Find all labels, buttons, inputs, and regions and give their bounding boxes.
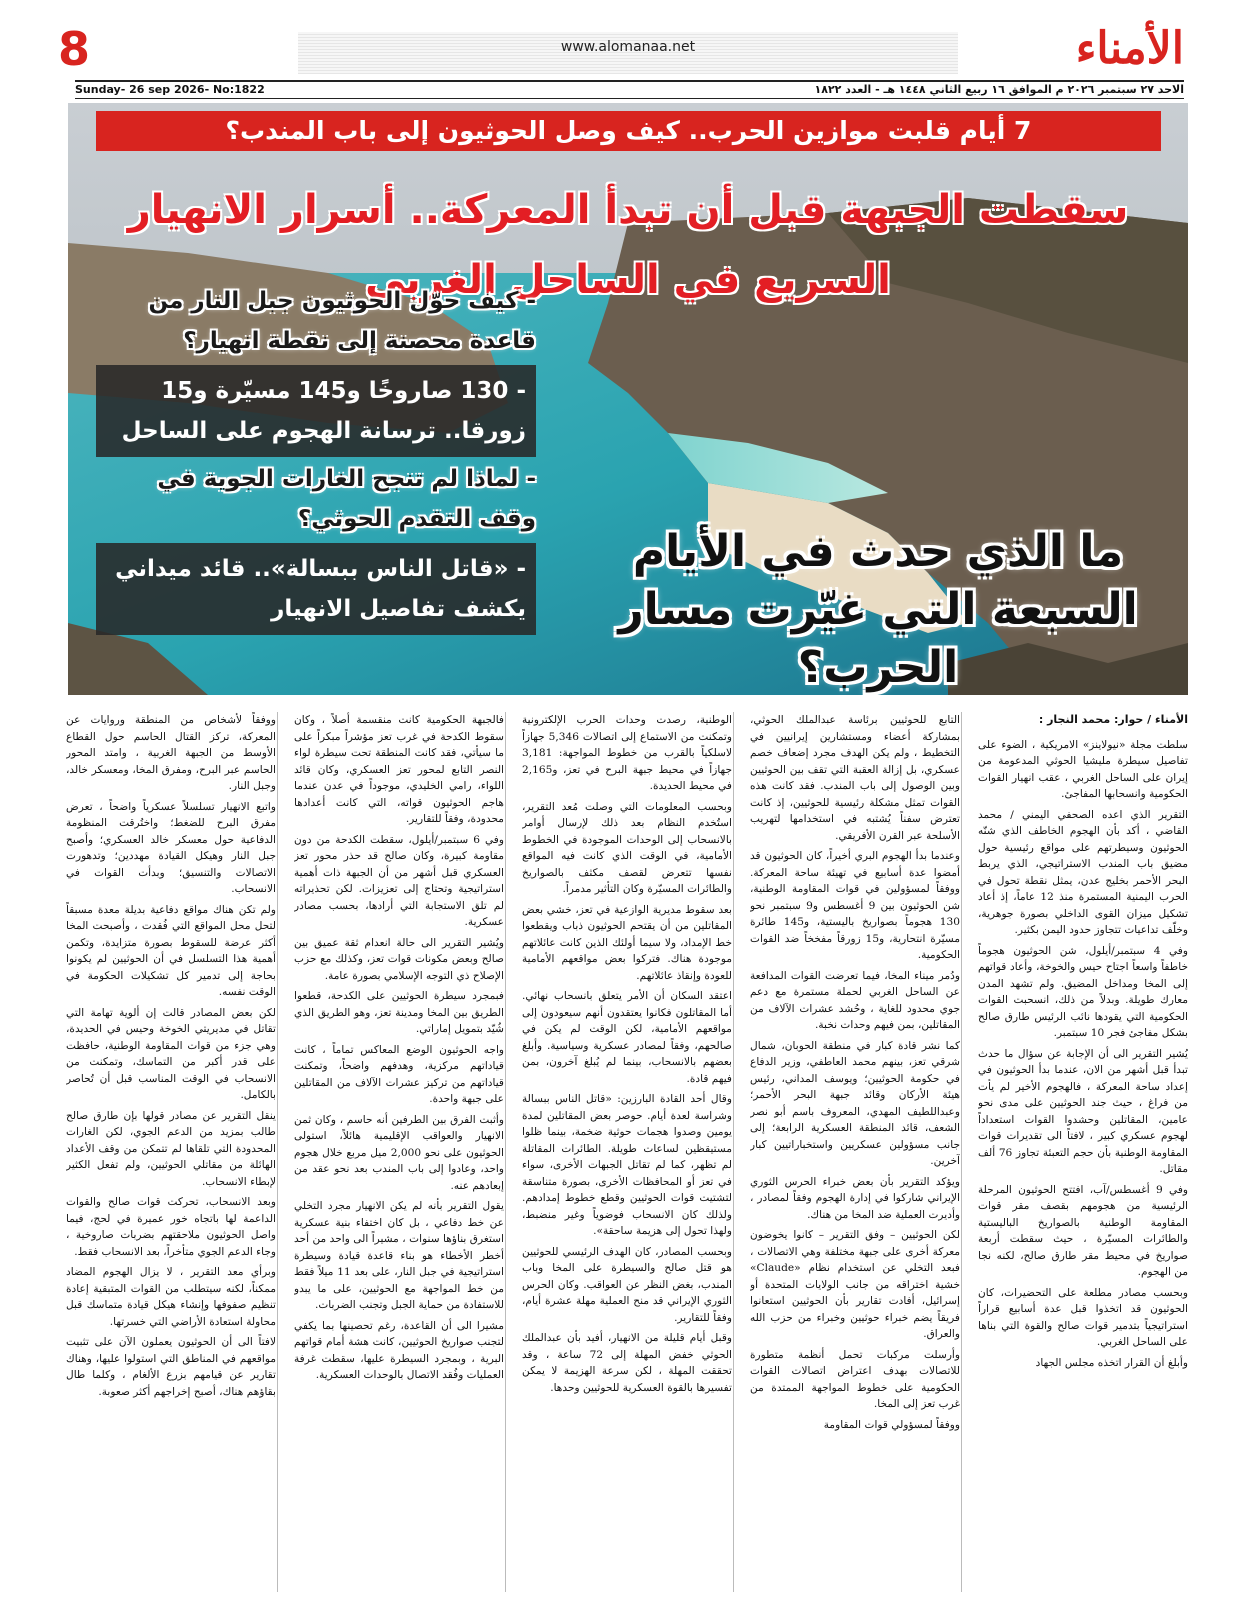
article-paragraph: لكن الحوثيين – وفق التقرير – كانوا يخوضون معركة أخرى على جبهة مختلفة وهي الاتصالات ، فبعد التخلي عن استخدام نظام «Claude» خشية اختراقه من جانب الولايات المتحدة أو إسرائيل، أفادت تقارير بأن الحوثيين استعانوا فريقاً يضم خبراء حوثيين وخبراء من حزب الله والعراق. (750, 1229, 960, 1340)
article-paragraph: بعد سقوط مديرية الوازعية في تعز، خشي بعض المقاتلين من أن يقتحم الحوثيون ذباب ويقطعوا خط الإمداد، ولا سيما أولئك الذين كانت عائلاتهم موجودة هناك. فتركوا بعض مواقعهم الأمامية للعودة وإنقاذ عائلاتهم. (522, 903, 732, 982)
newspaper-logo: الأمناء (1075, 23, 1184, 74)
site-url[interactable]: www.alomanaa.net (298, 32, 958, 74)
side-item-2: - 130 صاروخًا و145 مسيّرة و15 زورقا.. ترسانة الهجوم على الساحل (96, 365, 536, 457)
article-paragraph: ووفقاً لأشخاص من المنطقة وروايات عن المعركة، تركز القتال الحاسم حول القطاع الأوسط من الجبهة الغربية ، وامتد المحور الحاسم عبر البرح، ومفرق المخا، ومعسكر خالد، وجبل النار. (66, 714, 276, 792)
article-paragraph: ووفقاً لمسؤولي قوات المقاومة (823, 1418, 960, 1431)
article-paragraph: يقول التقرير بأنه لم يكن الانهيار مجرد التخلي عن خط دفاعي ، بل كان اختفاء بنية عسكرية استغرق بناؤها سنوات ، مشيراً الى واحد من أحد أخطر الأخطاء هو بناء قاعدة قيادة وسيطرة استراتيجية في جبل النار، على بعد 11 ميلاً فقط من خط المواجهة مع الحوثيين، على ما يبدو للاستفادة من حماية الجبل وتجنب الضربات. (294, 1200, 504, 1311)
dateline (75, 80, 1184, 99)
top-banner: 7 أيام قلبت موازين الحرب.. كيف وصل الحوثيون إلى باب المندب؟ (96, 111, 1161, 151)
article-paragraph: لكن بعض المصادر قالت إن ألوية تهامة التي تقاتل في مديريتي الخوخة وحيس في الحديدة، وهي جزء من قوات المقاومة الوطنية، حافظت على قدر أكبر من التماسك، وتمكنت من الانسحاب في الوقت المناسب قبل أن تُحاصر بالكامل. (66, 1006, 276, 1101)
article-paragraph: وأرسلت مركبات تحمل أنظمة متطورة للاتصالات بهدف اعتراض اتصالات القوات الحكومية على خطوط المواجهة الممتدة من غرب تعز إلى المخا. (750, 1348, 960, 1410)
hero-section (68, 103, 1188, 695)
article-paragraph: ودُمر ميناء المخا، فيما تعرضت القوات المدافعة عن الساحل الغربي لحملة مستمرة مع دعم جوي محدود للغاية ، وحُشد عشرات الآلاف من المقاتلين، بمن فيهم وحدات نخبة. (750, 969, 960, 1031)
article-body (68, 712, 1188, 1592)
article-paragraph: وفي 9 أغسطس/آب، افتتح الحوثيون المرحلة الرئيسية من هجومهم بقصف مقر قوات المقاومة الوطنية بالصواريخ الباليستية والطائرات المسيّرة ، حيث سقطت أربعة صواريخ في محيط مقر طارق صالح، لكنه نجا من الهجوم. (978, 1183, 1188, 1278)
column-divider (505, 712, 506, 1592)
side-item-1: - كيف حوّل الحوثيون جبل النار من قاعدة محصنة إلى نقطة انهيار؟ (148, 288, 536, 354)
article-column-2 (750, 712, 960, 1592)
masthead (58, 22, 1184, 80)
article-paragraph: ويؤكد التقرير بأن بعض خبراء الحرس الثوري الإيراني شاركوا في إدارة الهجوم وفقاً لمصادر ، وأديرت العملية ضد المخا من هناك. (750, 1175, 960, 1221)
article-paragraph: واتبع الانهيار تسلسلاً عسكرياً واضحاً ، تعرض مفرق البرح للضغط؛ واختُرقت المنظومة الدفاعية حول معسكر خالد العسكري؛ وأصبح جبل النار وهيكل القيادة مهددين؛ وتدهورت الاتصالات والتنسيق؛ وبدأت القوات في الانسحاب. (66, 800, 276, 895)
article-paragraph: مشيرا الى أن القاعدة، رغم تحصينها بما يكفي لتجنب صواريخ الحوثيين، كانت هشة أمام قواتهم البرية ، وبمجرد السيطرة عليها، سقطت غرفة العمليات وفُقد الاتصال بالوحدات العسكرية. (294, 1319, 504, 1381)
side-item-4: - «قاتل الناس ببسالة».. قائد ميداني يكشف تفاصيل الانهيار (96, 543, 536, 635)
side-item-3: - لماذا لم تنجح الغارات الجوية في وقف التقدم الحوثي؟ (157, 466, 536, 532)
article-paragraph: التابع للحوثيين برئاسة عبدالملك الحوثي، بمشاركة أعضاء ومستشارين إيرانيين في التخطيط ، ولم يكن الهدف مجرد إضعاف خصم عسكري، بل إزالة العقبة التي تقف بين الحوثيين وبين الوصول إلى باب المندب. فقد كانت هذه القوات تمثل مشكلة رئيسية للحوثيين، إذ كانت تعترض سفناً يُشتبه في استخدامها لتهريب الأسلحة عبر القرن الأفريقي. (750, 714, 960, 842)
article-paragraph: وأثبت الفرق بين الطرفين أنه حاسم ، وكان ثمن الانهيار والعواقب الإقليمية هائلاً، استولى الحوثيون على نحو 2,000 ميل مربع خلال هجوم واحد، وعادوا إلى باب المندب بعد نحو عقد من إبعادهم عنه. (294, 1113, 504, 1192)
article-paragraph: اعتقد السكان أن الأمر يتعلق بانسحاب نهائي. أما المقاتلون فكانوا يعتقدون أنهم سيعودون إلى مواقعهم الأمامية، لكن الوقت لم يكن في صالحهم، وفقاً لمصادر عسكرية وسياسية. وأبلغ بعضهم بالانسحاب، بينما لم يُبلغ آخرون، بمن فيهم قادة. (522, 990, 732, 1085)
article-paragraph: ولم تكن هناك مواقع دفاعية بديلة معدة مسبقاً لتحل محل المواقع التي فُقدت ، وأصبحت المخا أكثر عرضة للسقوط بصورة متزايدة، وتكمن أهمية هذا التسلسل في أن الحوثيين لم يكونوا بحاجة إلى تدمير كل تشكيلات الحكومة في الوقت نفسه. (66, 903, 276, 998)
article-paragraph: وفي 4 سبتمبر/أيلول، شن الحوثيون هجوماً خاطفاً واسعاً اجتاح حيس والخوخة، وأعاد قواتهم إلى المخا ومداخل المضيق. ولم تشهد المدن معارك طويلة. وبدلاً من ذلك، انسحبت القوات الحكومية التي يقودها نائب الرئيس طارق صالح بشكل مفاجئ فجر 10 سبتمبر. (978, 944, 1188, 1039)
article-paragraph: وأبلغ أن القرار اتخذه مجلس الجهاد (1035, 1356, 1188, 1369)
article-paragraph: وبحسب مصادر مطلعة على التحضيرات، كان الحوثيون قد اتخذوا قبل عدة أسابيع قراراً استراتيجياً بتدمير قوات صالح والقوة التي بناها على الساحل الغربي. (978, 1286, 1188, 1348)
article-paragraph: وفي 6 سبتمبر/أيلول، سقطت الكدحة من دون مقاومة كبيرة، وكان صالح قد حذر محور تعز العسكري قبل أشهر من أن الجبهة ذات أهمية استراتيجية وتحتاج إلى تعزيزات. لكن تحذيراته لم تلق الاستجابة التي أرادها، بحسب مصادر عسكرية. (294, 833, 504, 928)
article-paragraph: فالجبهة الحكومية كانت منقسمة أصلاً ، وكان سقوط الكدحة في غرب تعز مؤشراً مبكراً على ما سيأتي، فقد كانت المنطقة تحت سيطرة لواء النصر التابع لمحور تعز العسكري، وكان قائد اللواء، رامي الخليدي، موجوداً في عدن عندما هاجم الحوثيون قواته، التي كانت أعدادها محدودة، وفقاً للتقارير. (294, 714, 504, 825)
hero-question: ما الذي حدث في الأيام السبعة التي غيّرت مسار الحرب؟ (618, 526, 1138, 693)
article-paragraph: وقبل أيام قليلة من الانهيار، أفيد بأن عبدالملك الحوثي خفض المهلة إلى 72 ساعة ، وقد تحققت المهلة ، لكن سرعة الهزيمة لا يمكن تفسيرها بالقوة العسكرية للحوثيين وحدها. (522, 1332, 732, 1394)
article-paragraph: وقال أحد القادة البارزين: «قاتل الناس ببسالة وشراسة لعدة أيام. حوصر بعض المقاتلين لمدة يومين وصدوا هجمات حوثية ضخمة، بينما ظلوا مستيقظين لساعات طويلة. الطائرات المقاتلة لم تظهر، كما لم تقاتل الجبهات الأخرى، سواء في تعز أو المحافظات الأخرى، بصورة متناسقة لتشتيت قوات الحوثيين وقطع خطوط إمدادهم. ولذلك كان الانسحاب فوضوياً وغير منضبط، ولهذا تحول إلى هزيمة ساحقة». (522, 1093, 732, 1237)
article-paragraph: ينقل التقرير عن مصادر قولها بإن طارق صالح طالب بمزيد من الدعم الجوي، لكن الغارات المحدودة التي تلقاها لم تتمكن من وقف الأعداد الهائلة من مقاتلي الحوثيين، ولم تفعل الكثير لإبطاء الانسحاب. (66, 1109, 276, 1188)
article-paragraph: كما نشر قادة كبار في منطقة الحوبان، شمال شرقي تعز، بينهم محمد العاطفي، وزير الدفاع في حكومة الحوثيين؛ ويوسف المداني، رئيس هيئة الأركان وقائد جبهة البحر الأحمر؛ وعبداللطيف المهدي، المعروف باسم أبو نصر الشعف، قائد المنطقة العسكرية الرابعة؛ إلى جانب مسؤولين عسكريين واستخباراتيين كبار آخرين. (750, 1039, 960, 1167)
article-paragraph: الوطنية، رصدت وحدات الحرب الإلكترونية وتمكنت من الاستماع إلى اتصالات 5,346 جهازاً لاسلكياً بالقرب من خطوط المواجهة: 3,181 جهازاً في محيط جبهة البرح في تعز، و2,165 في محيط الحديدة. (522, 714, 732, 792)
article-column-5 (66, 712, 276, 1592)
article-paragraph: ويُشير التقرير الى حالة انعدام ثقة عميق بين صالح وبعض مكونات قوات تعز، وكذلك مع حزب الإصلاح ذي التوجه الإسلامي بصورة عامة. (294, 936, 504, 982)
article-column-1 (978, 712, 1188, 1592)
article-column-3 (522, 712, 732, 1592)
article-paragraph: فبمجرد سيطرة الحوثيين على الكدحة، قطعوا الطريق بين المخا ومدينة تعز، وهو الطريق الذي شُيّد بتمويل إماراتي. (294, 990, 504, 1035)
column-divider (733, 712, 734, 1592)
article-paragraph: لافتاً الى أن الحوثيون يعملون الآن على تثبيت مواقعهم في المناطق التي استولوا عليها، وهناك تقارير عن قيامهم بزرع الألغام ، وكلما طال بقاؤهم هناك، أصبح إخراجهم أكثر صعوبة. (66, 1336, 276, 1398)
article-paragraph: يُشير التقرير الى أن الإجابة عن سؤال ما حدث تبدأ قبل أشهر من الان، عندما بدأ الحوثيون في إعداد ساحة المعركة ، فالهجوم الأخير لم يأت من فراغ ، حيث جند الحوثيين على مدى نحو عامين، المقاتلين وحشدوا القوات استعداداً لهجوم عسكري كبير ، لافتاً الى تقديرات قوات المقاومة الوطنية بأن حجم التعبئة تجاوز 76 ألف مقاتل. (978, 1047, 1188, 1175)
date-english: Sunday- 26 sep 2026- No:1822 (75, 83, 265, 96)
page-number: 8 (58, 22, 91, 76)
article-paragraph: وبعد الانسحاب، تحركت قوات صالح والقوات الداعمة لها باتجاه خور عميرة في لحج، فيما واصل الحوثيون ملاحقتهم بضربات صاروخية ، وجاء الدعم الجوي متأخراً، بعد الانسحاب فقط. (66, 1196, 276, 1258)
article-paragraph: وبحسب المصادر، كان الهدف الرئيسي للحوثيين هو قتل صالح والسيطرة على المخا وباب المندب، بغض النظر عن العواقب. وكان الحرس الثوري الإيراني قد منح العملية مهلة عشرة أيام، وفقاً للتقارير. (522, 1245, 732, 1324)
article-paragraph: وعندما بدأ الهجوم البري أخيراً، كان الحوثيون قد أمضوا عدة أسابيع في تهيئة ساحة المعركة. ووفقاً لمسؤولين في قوات المقاومة الوطنية، شن الحوثيون بين 9 أغسطس و9 سبتمبر نحو 130 هجوماً بصواريخ باليستية، و145 طائرة مسيّرة انتحارية، و15 زورقاً مفخخاً ضد القوات الحكومية. (750, 850, 960, 961)
date-arabic: الاحد ٢٧ سبتمبر ٢٠٢٦ م الموافق ١٦ ربيع الثاني ١٤٤٨ هـ - العدد ١٨٢٢ (814, 83, 1184, 96)
column-divider (277, 712, 278, 1592)
article-paragraph: سلطت مجلة «نيولاينز» الامريكية ، الضوء على تفاصيل سيطرة مليشيا الحوثي المدعومة من إيران على الساحل الغربي ، عقب انهيار القوات الحكومية وانسحابها المفاجئ. (978, 738, 1188, 800)
article-paragraph: وبرأي معد التقرير ، لا يزال الهجوم المضاد ممكناً، لكنه سيتطلب من القوات المتبقية إعادة تنظيم صفوفها وإنشاء هيكل قيادة متماسك قبل محاولة استعادة الأراضي التي خسرتها. (66, 1266, 276, 1328)
article-paragraph: واجه الحوثيون الوضع المعاكس تماماً ، كانت قياداتهم مركزية، وهدفهم واضحاً، وتمكنت قياداتهم من تركيز عشرات الآلاف من المقاتلين على جبهة واحدة. (294, 1043, 504, 1105)
article-paragraph: التقرير الذي اعده الصحفي اليمني / محمد القاضي ، أكد بأن الهجوم الخاطف الذي شنّه الحوثيون وسيطرتهم على مواقع رئيسية حول مضيق باب المندب الاستراتيجي، الذي يربط البحر الأحمر بخليج عدن، يمثل نقطة تحول في الحرب اليمنية المستمرة منذ 12 عاماً، إذ أعاد تشكيل ميزان القوى الداخلي بصورة جوهرية، وخلّف تداعيات تتجاوز حدود اليمن بكثير. (978, 808, 1188, 936)
column-divider (961, 712, 962, 1592)
article-paragraph: وبحسب المعلومات التي وصلت مُعد التقرير، استُخدم النظام بعد ذلك لإرسال أوامر بالانسحاب إلى الوحدات الموجودة في الخطوط الأمامية، في الوقت الذي كانت فيه المواقع نفسها تتعرض لقصف مكثف بالصواريخ والطائرات المسيّرة وكان التأثير مدمراً. (522, 800, 732, 895)
article-column-4 (294, 712, 504, 1592)
byline: الأمناء / حوار: محمد النجار : (1038, 713, 1188, 726)
main-headline: سقطت الجبهة قبل أن تبدأ المعركة.. أسرار الانهيار السريع في الساحل الغربي (127, 187, 1129, 303)
